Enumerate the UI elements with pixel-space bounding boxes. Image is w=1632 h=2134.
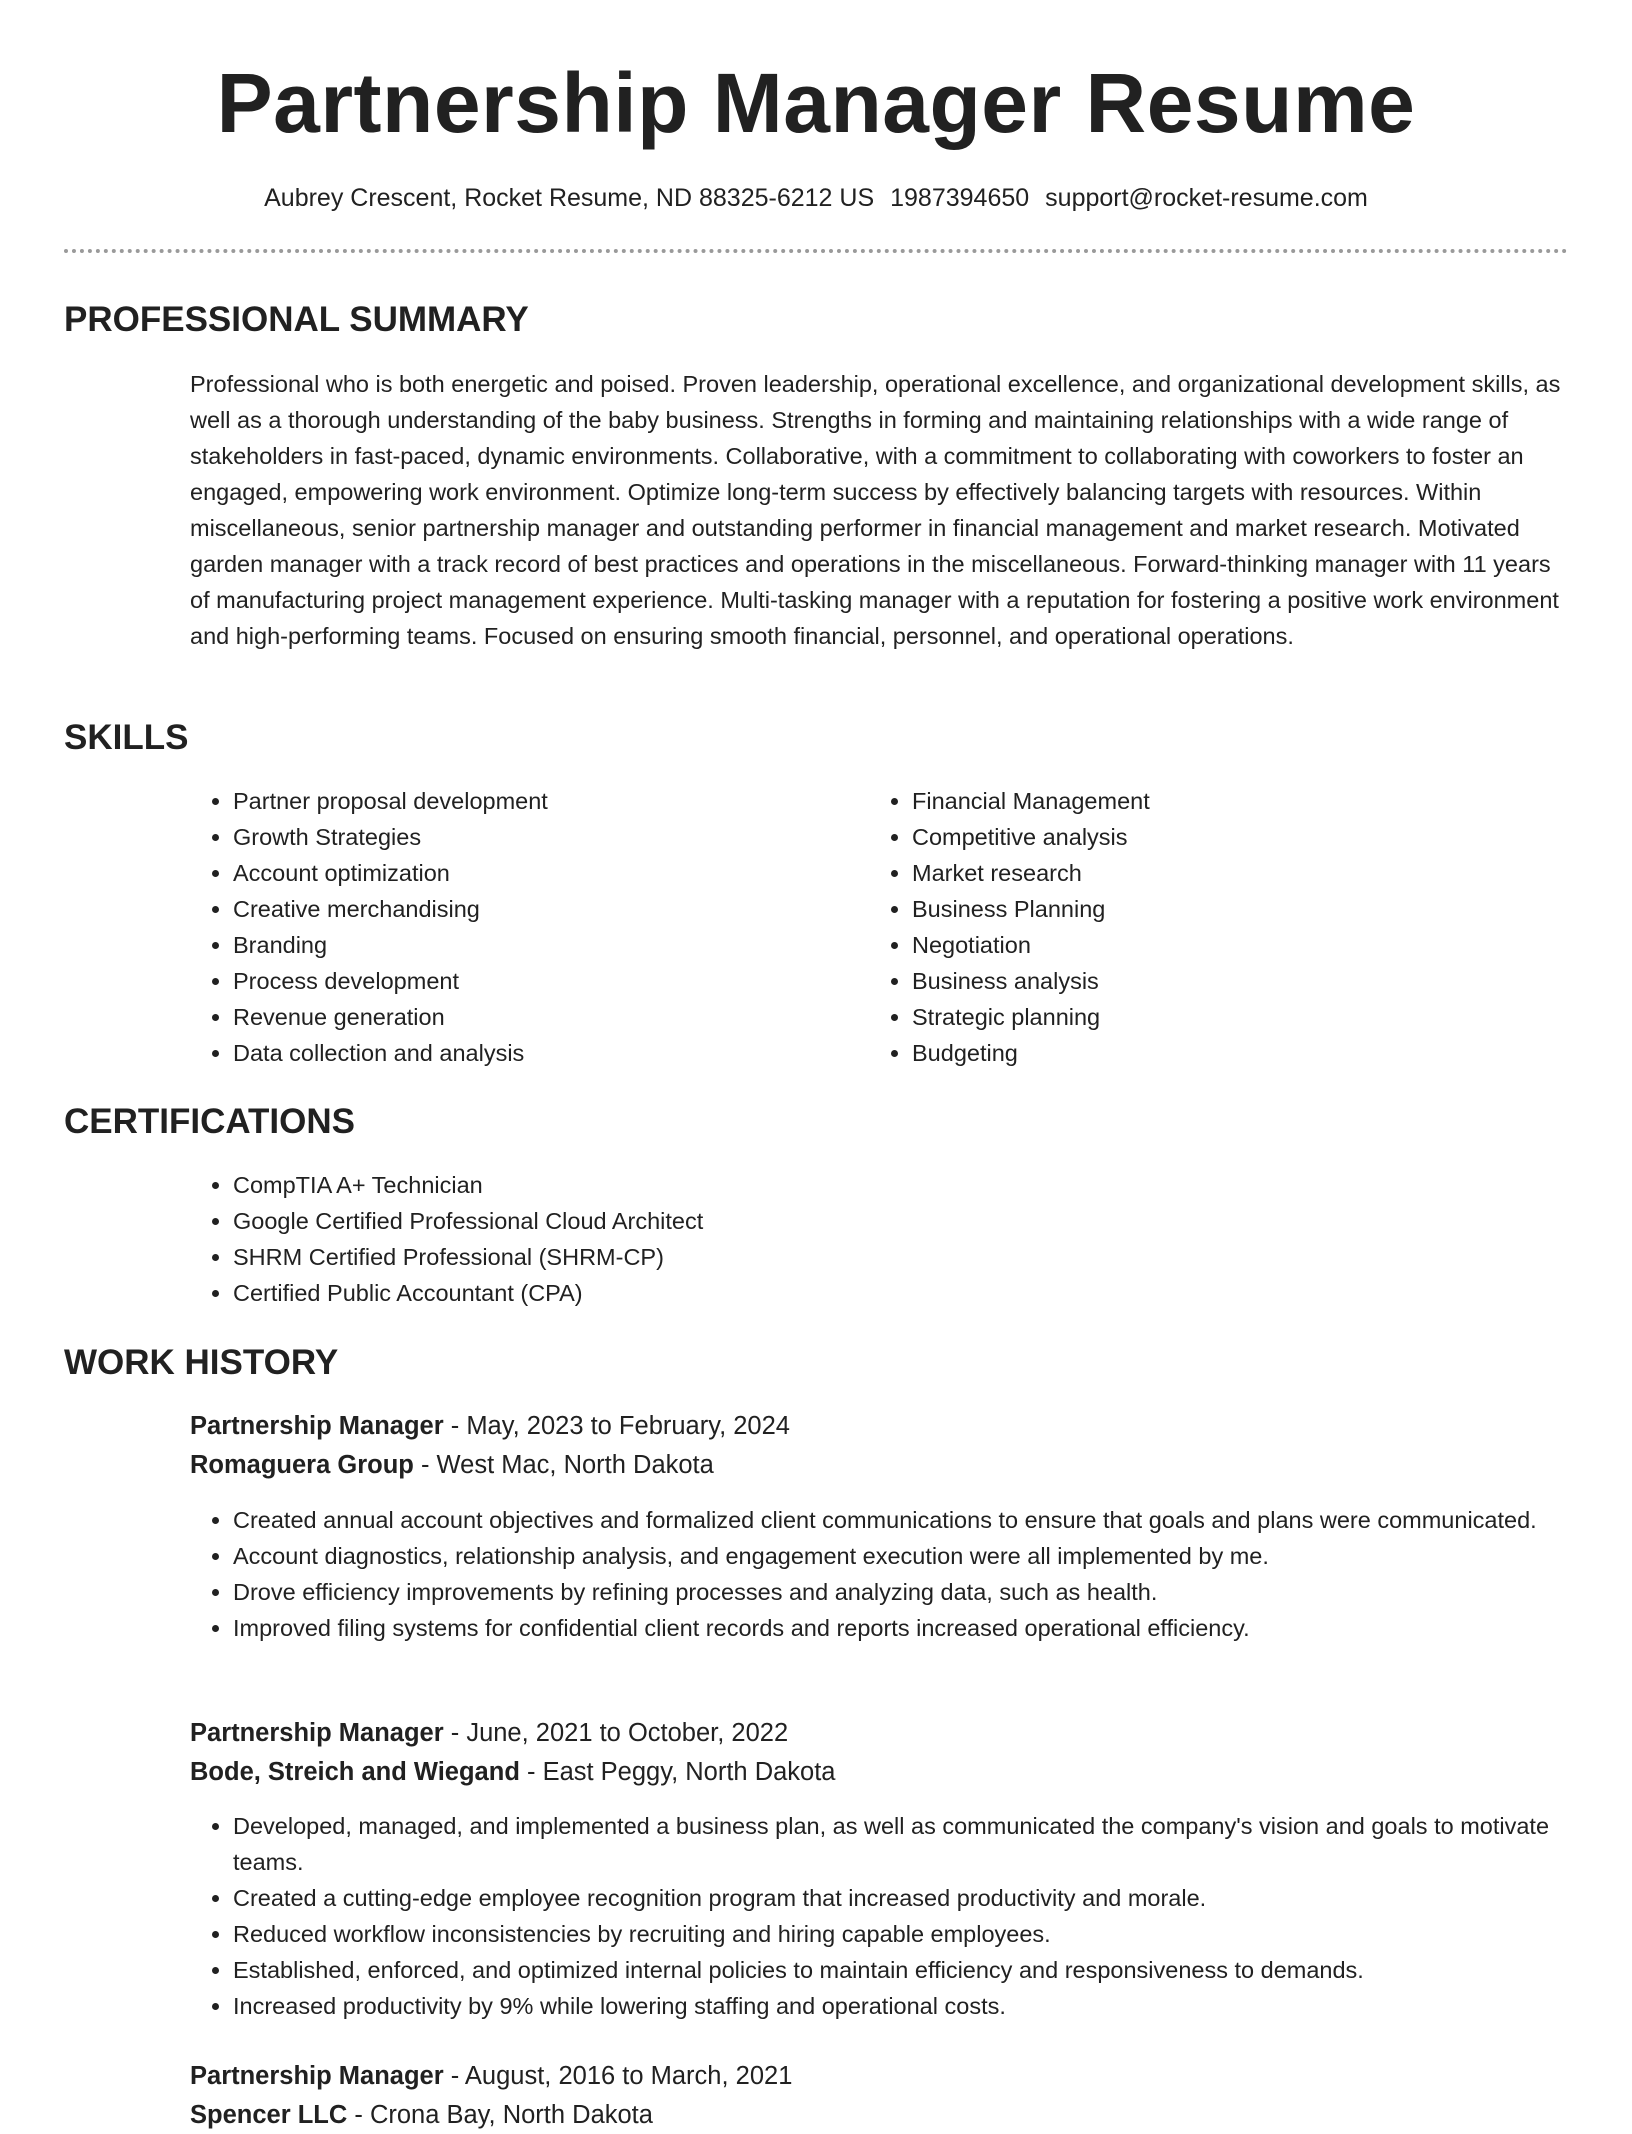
- list-item: • Data collection and analysis: [233, 1035, 853, 1071]
- list-item: • Market research: [912, 855, 1532, 891]
- job-bullets: [190, 1808, 1613, 2024]
- list-item: • Account optimization: [233, 855, 853, 891]
- job-title: Partnership Manager: [190, 2062, 444, 2090]
- contact-line: [0, 178, 1632, 218]
- list-item: • Increased productivity by 9% while lowering staffing and operational costs.: [233, 1988, 1613, 2024]
- job-company: Romaguera Group: [190, 1451, 414, 1479]
- list-item: • Reduced workflow inconsistencies by recruiting and hiring capable employees.: [233, 1916, 1613, 1952]
- skills-heading: SKILLS: [64, 718, 189, 757]
- list-item: • Certified Public Accountant (CPA): [233, 1275, 1613, 1311]
- job-dates: - May, 2023 to February, 2024: [443, 1412, 790, 1440]
- contact-address: Aubrey Crescent, Rocket Resume, ND 88325-6212 US: [264, 184, 875, 212]
- list-item: • Google Certified Professional Cloud Architect: [233, 1203, 1613, 1239]
- skills-list-left: [190, 783, 853, 1071]
- contact-email: support@rocket-resume.com: [1045, 184, 1368, 212]
- list-item: • Business Planning: [912, 891, 1532, 927]
- job-dates: - June, 2021 to October, 2022: [443, 1719, 789, 1747]
- list-item: • Established, enforced, and optimized internal policies to maintain efficiency and responsiveness to demands.: [233, 1952, 1613, 1988]
- list-item: • Account diagnostics, relationship analysis, and engagement execution were all implemented by me.: [233, 1538, 1613, 1574]
- list-item: • Process development: [233, 963, 853, 999]
- job-bullets: [190, 1502, 1613, 1646]
- page-title: Partnership Manager Resume: [216, 56, 1416, 150]
- job-location: - East Peggy, North Dakota: [519, 1758, 836, 1786]
- list-item: • Created a cutting-edge employee recognition program that increased productivity and morale.: [233, 1880, 1613, 1916]
- skills-list-right: [869, 783, 1532, 1071]
- list-item: • CompTIA A+ Technician: [233, 1167, 1613, 1203]
- job-location: - West Mac, North Dakota: [413, 1451, 714, 1479]
- list-item: • Branding: [233, 927, 853, 963]
- job-title: Partnership Manager: [190, 1412, 444, 1440]
- list-item: • Business analysis: [912, 963, 1532, 999]
- job-title: Partnership Manager: [190, 1719, 444, 1747]
- job-title-line: [190, 1407, 790, 1445]
- list-item: • Creative merchandising: [233, 891, 853, 927]
- job-dates: - August, 2016 to March, 2021: [443, 2062, 793, 2090]
- list-item: • Strategic planning: [912, 999, 1532, 1035]
- certifications-heading: CERTIFICATIONS: [64, 1102, 356, 1141]
- summary-heading: PROFESSIONAL SUMMARY: [64, 300, 529, 339]
- certifications-list: [190, 1167, 1613, 1311]
- job-title-line: [190, 2057, 792, 2095]
- list-item: • SHRM Certified Professional (SHRM-CP): [233, 1239, 1613, 1275]
- job-location: - Crona Bay, North Dakota: [347, 2101, 653, 2129]
- list-item: • Created annual account objectives and formalized client communications to ensure that goals and plans were communicated.: [233, 1502, 1613, 1538]
- header-divider: [64, 249, 1568, 253]
- job-title-line: [190, 1714, 788, 1752]
- job-company-line: [190, 1446, 714, 1484]
- list-item: • Improved filing systems for confidential client records and reports increased operational efficiency.: [233, 1610, 1613, 1646]
- job-company-line: [190, 1753, 836, 1791]
- list-item: • Drove efficiency improvements by refining processes and analyzing data, such as health.: [233, 1574, 1613, 1610]
- list-item: • Financial Management: [912, 783, 1532, 819]
- list-item: • Negotiation: [912, 927, 1532, 963]
- job-company: Spencer LLC: [190, 2101, 348, 2129]
- list-item: • Budgeting: [912, 1035, 1532, 1071]
- list-item: • Partner proposal development: [233, 783, 853, 819]
- job-company-line: [190, 2096, 653, 2134]
- list-item: • Developed, managed, and implemented a business plan, as well as communicated the company's vision and goals to motivate teams.: [233, 1808, 1613, 1880]
- list-item: • Revenue generation: [233, 999, 853, 1035]
- list-item: • Growth Strategies: [233, 819, 853, 855]
- job-company: Bode, Streich and Wiegand: [190, 1758, 520, 1786]
- list-item: • Competitive analysis: [912, 819, 1532, 855]
- summary-text: Professional who is both energetic and poised. Proven leadership, operational excellence, and organizational development skills, as well as a thorough understanding of the baby business. Strengths in forming and maintaining relationships with a wide range of stakeholders in fast-paced, dynamic environments. Collaborative, with a commitment to collaborating with coworkers to foster an engaged, empowering work environment. Optimize long-term success by effectively balancing targets with resources. Within miscellaneous, senior partnership manager and outstanding performer in financial management and market research. Motivated garden manager with a track record of best practices and operations in the miscellaneous. Forward-thinking manager with 11 years of manufacturing project management experience. Multi-tasking manager with a reputation for fostering a positive work environment and high-performing teams. Focused on ensuring smooth financial, personnel, and operational operations.: [190, 371, 1561, 649]
- work-history-heading: WORK HISTORY: [64, 1343, 339, 1382]
- contact-phone: 1987394650: [890, 184, 1030, 212]
